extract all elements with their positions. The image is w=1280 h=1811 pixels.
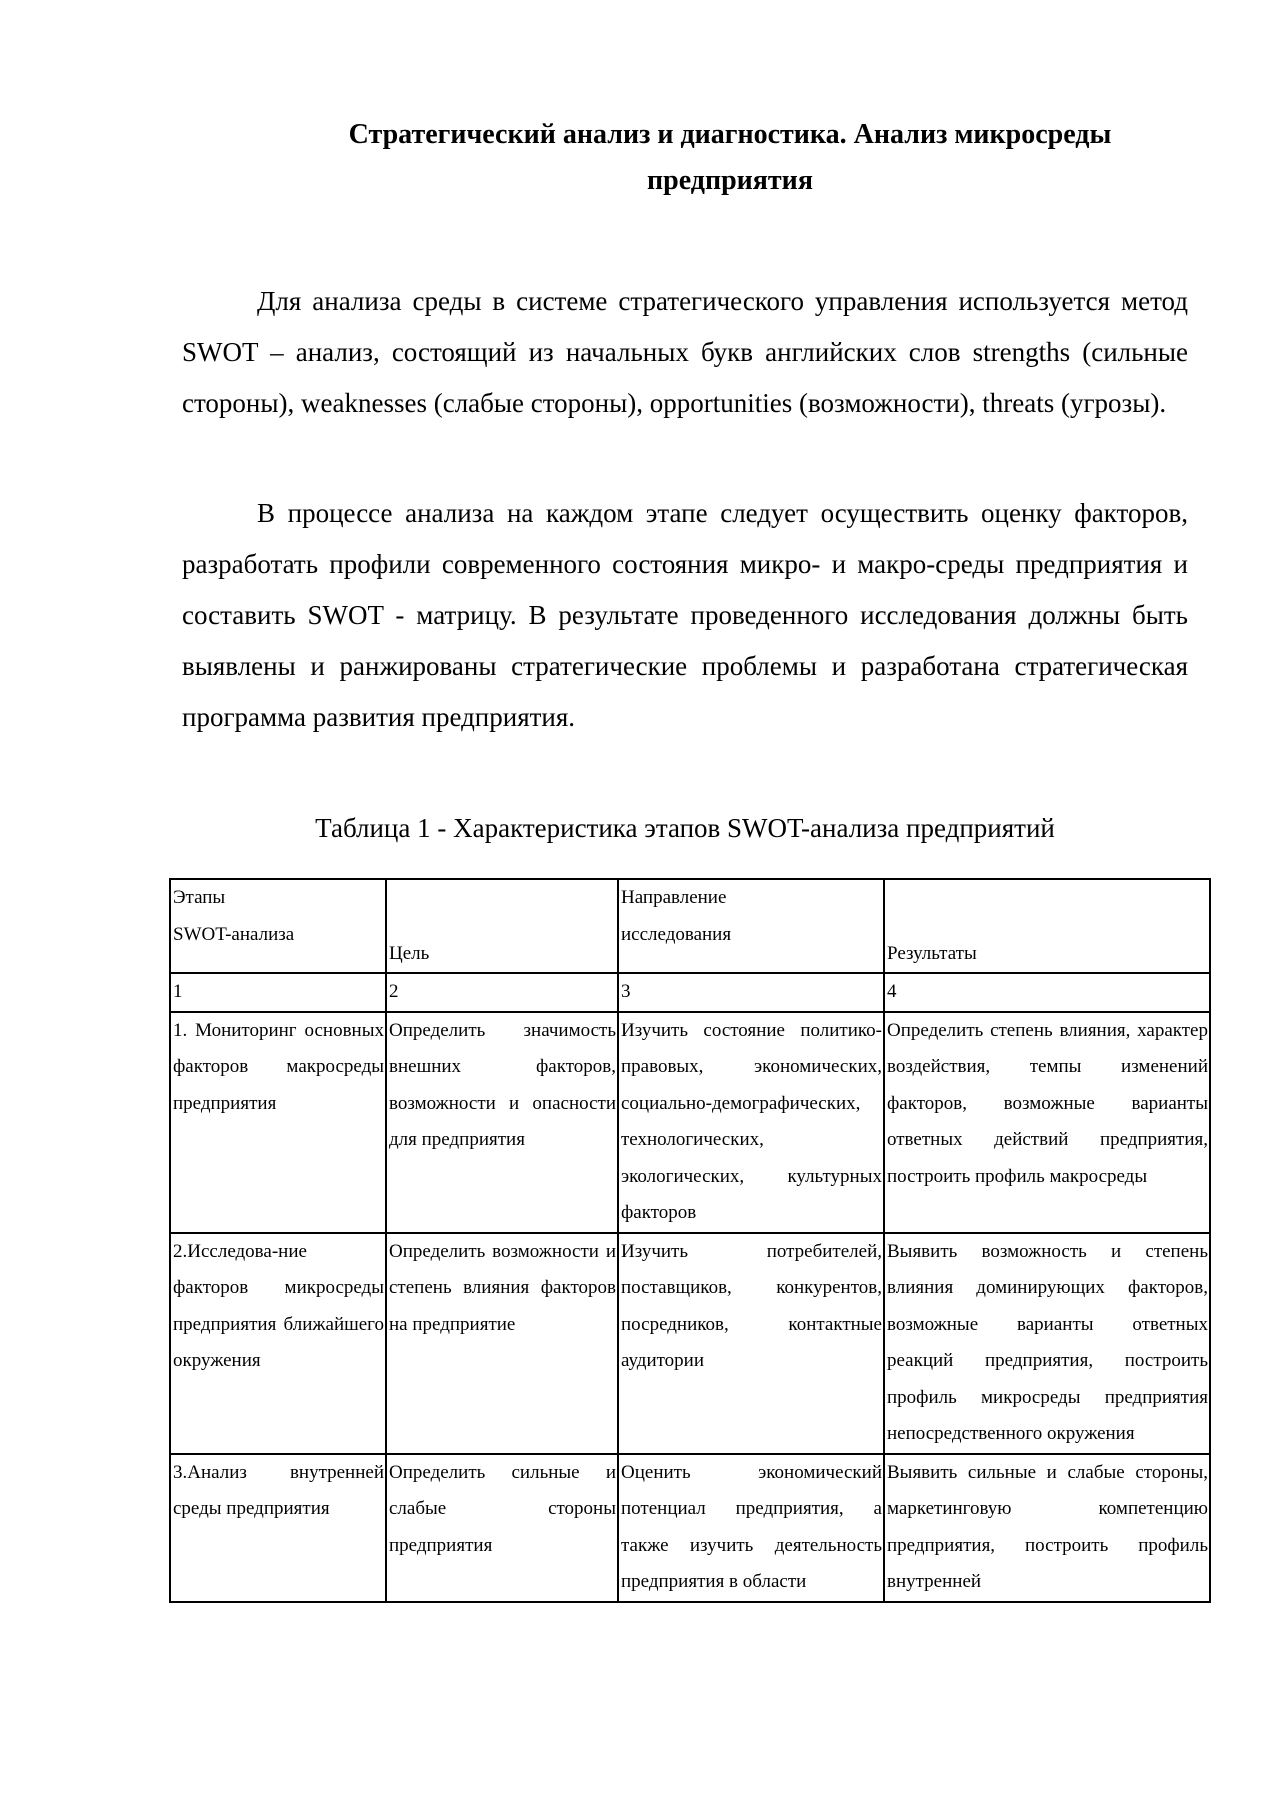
- table-cell-results: Выявить сильные и слабые стороны, маркетинговую компетенцию предприятия, построить профиль внутренней: [884, 1454, 1210, 1602]
- header-direction-line1: Направление: [621, 887, 727, 908]
- column-number: 3: [618, 973, 884, 1012]
- column-number: 2: [386, 973, 618, 1012]
- table-cell-goal: Определить значимость внешних факторов, возможности и опасности для предприятия: [386, 1012, 618, 1233]
- table-row: [170, 1012, 1210, 1233]
- table-number-row: [170, 973, 1210, 1012]
- header-stages-line1: Этапы: [173, 887, 226, 908]
- table-cell-results: Определить степень влияния, характер воздействия, темпы изменений факторов, возможные варианты ответных действий предприятия, построить профиль макросреды: [884, 1012, 1210, 1233]
- table-cell-goal: Определить возможности и степень влияния факторов на предприятие: [386, 1233, 618, 1454]
- table-caption: Таблица 1 - Характеристика этапов SWOT-анализа предприятий: [315, 813, 1055, 843]
- header-cell-goal: Цель: [386, 879, 618, 973]
- table-cell-direction: Изучить потребителей, поставщиков, конкурентов, посредников, контактные аудитории: [618, 1233, 884, 1454]
- table-cell-stage: 3.Анализ внутренней среды предприятия: [170, 1454, 386, 1602]
- table-row: [170, 1454, 1210, 1602]
- table-cell-stage: 2.Исследова-ние факторов микросреды предприятия ближайшего окружения: [170, 1233, 386, 1454]
- table-cell-direction: Оценить экономический потенциал предприятия, а также изучить деятельность предприятия в области: [618, 1454, 884, 1602]
- header-cell-stages: [170, 879, 386, 973]
- paragraph-swot-definition: Для анализа среды в системе стратегического управления используется метод SWOT – анализ, состоящий из начальных букв английских слов strengths (сильные стороны), weaknesses (слабые стороны), opportunities (возможности), threats (угрозы).: [182, 286, 1188, 418]
- header-cell-results: Результаты: [884, 879, 1210, 973]
- table-cell-goal: Определить сильные и слабые стороны предприятия: [386, 1454, 618, 1602]
- header-stages-line2: SWOT-анализа: [173, 923, 295, 945]
- header-direction-line2: исследования: [621, 923, 732, 945]
- paragraph-analysis-process: В процессе анализа на каждом этапе следует осуществить оценку факторов, разработать профили современного состояния микро- и макро-среды предприятия и составить SWOT - матрицу. В результате проведенного исследования должны быть выявлены и ранжированы стратегические проблемы и разработана стратегическая программа развития предприятия.: [182, 498, 1188, 732]
- header-cell-direction: [618, 879, 884, 973]
- swot-stages-table: [169, 878, 1211, 1603]
- table-cell-stage: 1. Мониторинг основных факторов макросреды предприятия: [170, 1012, 386, 1233]
- table-header-row: [170, 879, 1210, 973]
- column-number: 1: [170, 973, 386, 1012]
- document-title: Стратегический анализ и диагностика. Анализ микросреды предприятия: [348, 119, 1112, 196]
- table-cell-direction: Изучить состояние политико-правовых, экономических, социально-демографических, технологических, экологических, культурных факторов: [618, 1012, 884, 1233]
- table-cell-results: Выявить возможность и степень влияния доминирующих факторов, возможные варианты ответных реакций предприятия, построить профиль микросреды предприятия непосредственного окружения: [884, 1233, 1210, 1454]
- table-row: [170, 1233, 1210, 1454]
- column-number: 4: [884, 973, 1210, 1012]
